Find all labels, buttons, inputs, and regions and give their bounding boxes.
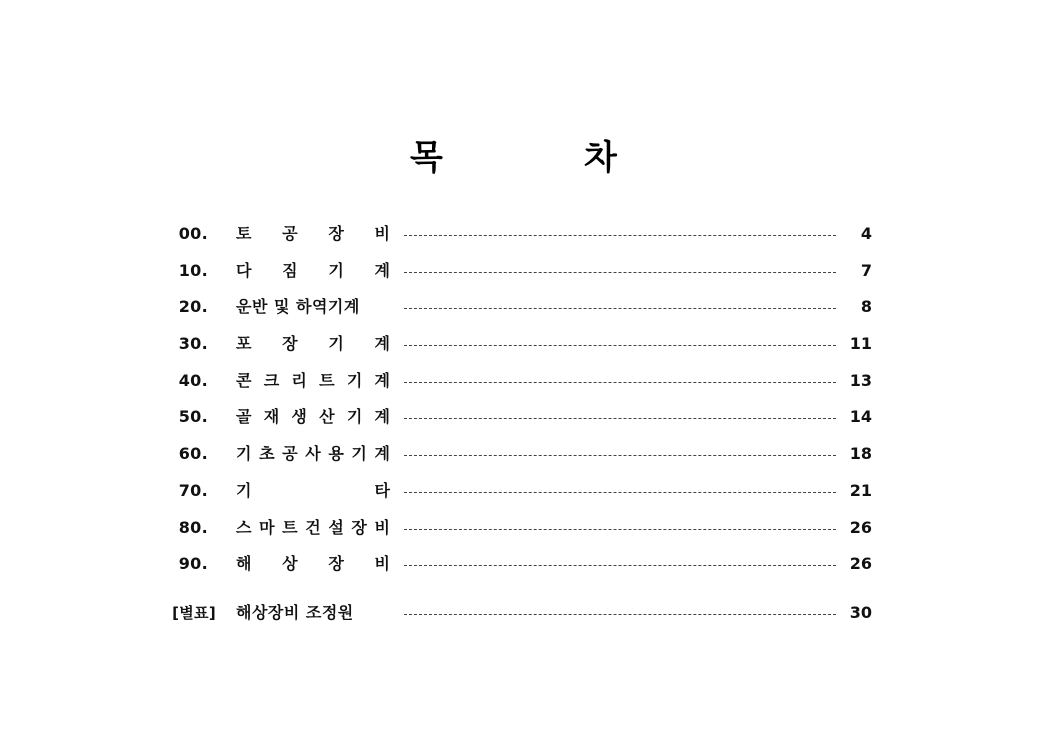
toc-entry-title-char: 포	[236, 334, 252, 354]
toc-entry-page-number: 4	[860, 224, 872, 243]
toc-entry-code: 90.	[178, 554, 208, 574]
toc-entry-title-char: 기	[346, 370, 363, 390]
toc-appendix-entry[interactable]	[0, 599, 1040, 636]
toc-appendix-page-number: 30	[849, 602, 872, 622]
toc-entry-title-char: 용	[328, 444, 344, 464]
toc-entry-title-char: 콘	[236, 370, 252, 390]
toc-entry-title-char: 기	[236, 480, 252, 500]
toc-entry-title-char: 마	[259, 517, 275, 537]
toc-entry-title-char: 사	[305, 444, 321, 464]
toc-entry-page-number: 14	[849, 407, 872, 427]
toc-entry-code: 50.	[178, 407, 208, 427]
toc-entry-title-char: 트	[282, 517, 298, 537]
toc-entry-title-char: 장	[282, 334, 298, 354]
toc-entry-page-number: 13	[849, 370, 872, 390]
toc-entry-code: 10.	[178, 260, 208, 280]
toc-entry-leader	[404, 492, 836, 493]
toc-entry-title-char: 짐	[282, 260, 298, 280]
toc-entry-title	[236, 477, 390, 505]
toc-entry-page-number: 11	[849, 334, 872, 354]
toc-entry-title-char: 계	[374, 260, 390, 280]
toc-entry-leader	[404, 529, 836, 530]
toc-entry-title-char: 기	[328, 260, 344, 280]
toc-entry-leader	[404, 382, 836, 383]
toc-entry-title	[236, 367, 390, 395]
toc-entry-title	[236, 440, 390, 468]
toc-entry[interactable]	[0, 367, 1040, 404]
toc-entry[interactable]	[0, 330, 1040, 367]
toc-entry-title-char: 비	[374, 517, 390, 537]
toc-entry-code: 20.	[178, 297, 208, 317]
toc-entry-title	[236, 514, 390, 542]
toc-entry-title-char: 장	[328, 224, 344, 243]
toc-entry-title-char: 계	[374, 407, 390, 427]
toc-entry-leader	[404, 272, 836, 273]
toc-entry[interactable]	[0, 293, 1040, 330]
toc-entry-title-char: 스	[236, 517, 252, 537]
page-title	[0, 136, 1040, 186]
toc-entry-code: 40.	[178, 370, 208, 390]
toc-entry[interactable]	[0, 220, 1040, 257]
toc-entry-title-char: 산	[319, 407, 335, 427]
toc-entry-title-char: 다	[236, 260, 252, 280]
toc-entry-page-number: 26	[849, 517, 872, 537]
toc-entry[interactable]	[0, 550, 1040, 587]
toc-entry-leader	[404, 345, 836, 346]
toc-entry-leader	[404, 455, 836, 456]
title-char-1: 목	[410, 138, 443, 178]
toc-entry-leader	[404, 565, 836, 566]
toc-entry-title-char: 계	[374, 334, 390, 354]
toc-entry-title	[236, 257, 390, 285]
toc-entry-title-char: 상	[282, 554, 298, 574]
toc-entry[interactable]	[0, 257, 1040, 294]
table-of-contents	[0, 220, 1040, 636]
toc-entry-code: 70.	[178, 480, 208, 500]
toc-entry-title-char: 계	[374, 444, 390, 464]
toc-entry-title-char: 재	[263, 407, 280, 427]
toc-entry-title-char: 비	[374, 224, 390, 243]
toc-entry-title-char: 토	[236, 224, 252, 243]
toc-appendix-code: [별표]	[172, 603, 216, 622]
toc-entry-title-char: 장	[351, 517, 367, 537]
toc-entry-page-number: 21	[849, 480, 872, 500]
toc-entry-page-number: 18	[849, 444, 872, 464]
toc-entry-title: 운반 및 하역기계	[236, 297, 360, 317]
toc-entry-title-char: 해	[236, 554, 252, 574]
toc-entry-leader	[404, 235, 836, 236]
toc-entry-title-char: 생	[291, 407, 307, 427]
toc-appendix-title: 해상장비 조정원	[236, 602, 354, 622]
toc-entry-page-number: 26	[849, 554, 872, 574]
toc-entry-title-char: 계	[374, 370, 390, 390]
toc-entry-title	[236, 403, 390, 431]
toc-entry[interactable]	[0, 514, 1040, 551]
toc-entry-title-char: 크	[263, 370, 280, 390]
toc-appendix-leader	[404, 614, 836, 615]
toc-entry-title-char: 건	[305, 517, 321, 537]
toc-entry-title	[236, 550, 390, 578]
toc-entry-title-char: 초	[259, 444, 275, 464]
toc-entry-title-char: 공	[282, 444, 298, 464]
toc-entry-page-number: 8	[860, 297, 872, 317]
toc-entry-title-char: 골	[236, 407, 252, 427]
toc-entry-page-number: 7	[860, 260, 872, 280]
toc-entry-code: 80.	[178, 517, 208, 537]
toc-entry-leader	[404, 418, 836, 419]
toc-entry-title	[236, 220, 390, 248]
toc-entry-title-char: 기	[351, 444, 367, 464]
toc-entry[interactable]	[0, 477, 1040, 514]
toc-entry-title-char: 설	[328, 517, 344, 537]
title-char-2: 차	[584, 138, 617, 178]
toc-entry-title-char: 기	[328, 334, 344, 354]
toc-entry-title-char: 리	[291, 370, 307, 390]
toc-entry-title-char: 비	[374, 554, 390, 574]
toc-entry-title-char: 기	[236, 444, 252, 464]
toc-entry-title	[236, 330, 390, 358]
toc-entry-title-char: 기	[346, 407, 363, 427]
toc-entry[interactable]	[0, 440, 1040, 477]
toc-entry-title-char: 트	[319, 370, 335, 390]
toc-entry[interactable]	[0, 403, 1040, 440]
toc-entry-code: 30.	[178, 334, 208, 354]
toc-entry-leader	[404, 308, 836, 309]
toc-entry-title-char: 타	[374, 480, 390, 500]
toc-entry-code: 00.	[178, 224, 208, 243]
toc-entry-title-char: 장	[328, 554, 344, 574]
toc-entry-title-char: 공	[282, 224, 298, 243]
toc-entry-code: 60.	[178, 444, 208, 464]
